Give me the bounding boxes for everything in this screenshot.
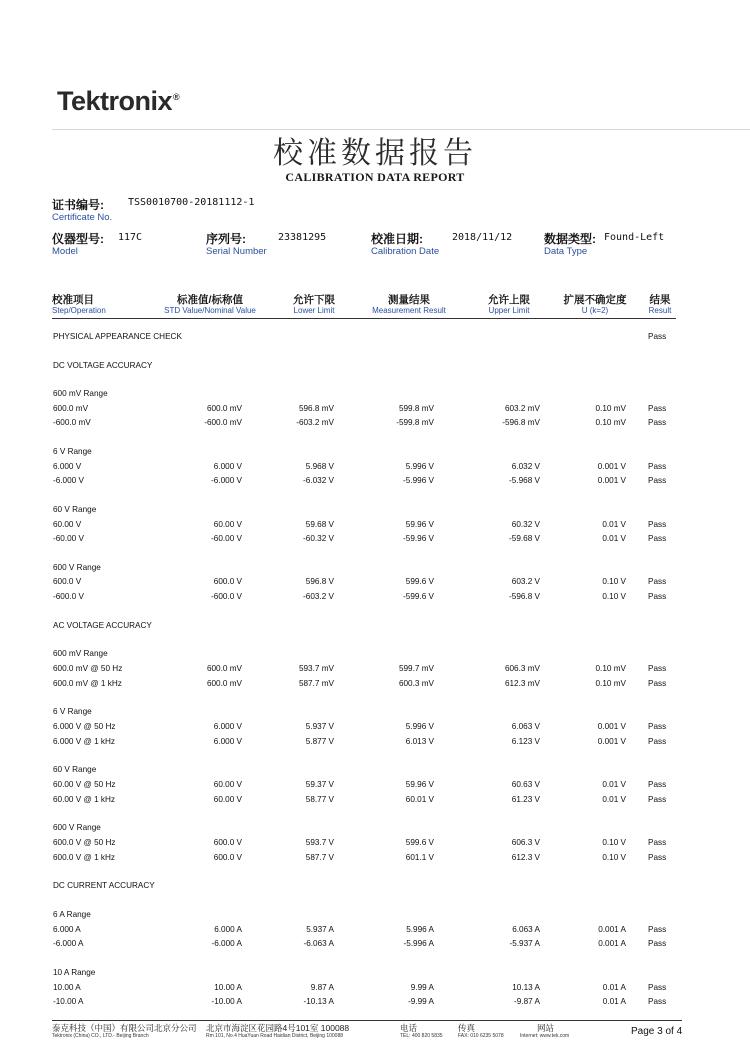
footer-divider	[52, 1020, 682, 1021]
row-9-upper-limit: 60.32 V	[511, 520, 540, 529]
row-6-std-value: 6.000 V	[213, 462, 242, 471]
row-32-std-value: 10.00 A	[214, 983, 242, 992]
row-22-step: 60.00 V @ 50 Hz	[53, 780, 116, 789]
row-26-std-value: 600.0 V	[213, 853, 242, 862]
cal-date-value: 2018/11/12	[452, 232, 513, 243]
row-3-lower-limit: 596.8 mV	[298, 404, 334, 413]
row-16-step: 600.0 mV @ 50 Hz	[53, 664, 123, 673]
model-value: 117C	[118, 232, 143, 243]
col-std-en: STD Value/Nominal Value	[164, 306, 256, 315]
footer-address-en: Rm 101, No.4 HuaYuan Road Haidian District, Beijing 100088	[206, 1033, 344, 1039]
col-uncert-cn: 扩展不确定度	[563, 294, 627, 306]
col-upper-cn: 允许上限	[488, 294, 530, 306]
row-10-result: Pass	[648, 534, 667, 543]
row-7-step: -6.000 V	[53, 476, 84, 485]
tektronix-logo: Tektronix®	[57, 86, 180, 116]
row-4-step: -600.0 mV	[53, 418, 91, 427]
row-3-uncertainty: 0.10 mV	[595, 404, 626, 413]
row-12-std-value: 600.0 V	[213, 577, 242, 586]
data-type-value: Found-Left	[604, 232, 665, 243]
footer-web-value: Internet: www.tek.com	[520, 1033, 570, 1039]
row-32-result: Pass	[648, 983, 667, 992]
row-23-std-value: 60.00 V	[213, 795, 242, 804]
row-19-uncertainty: 0.001 V	[597, 722, 626, 731]
row-33-step: -10.00 A	[53, 997, 84, 1006]
row-25-step: 600.0 V @ 50 Hz	[53, 838, 116, 847]
col-measure-en: Measurement Result	[372, 306, 446, 315]
row-26-result: Pass	[648, 853, 667, 862]
row-22-measurement: 59.96 V	[405, 780, 434, 789]
row-9-std-value: 60.00 V	[213, 520, 242, 529]
row-30-result: Pass	[648, 939, 667, 948]
row-9-uncertainty: 0.01 V	[602, 520, 626, 529]
certificate-number: TSS0010700-20181112-1	[128, 197, 255, 208]
row-9-measurement: 59.96 V	[405, 520, 434, 529]
row-7-upper-limit: -5.968 V	[509, 476, 540, 485]
row-13-upper-limit: -596.8 V	[509, 592, 540, 601]
row-32-uncertainty: 0.01 A	[602, 983, 626, 992]
col-step-cn: 校准项目	[52, 294, 94, 306]
row-30-upper-limit: -5.937 A	[509, 939, 540, 948]
row-33-result: Pass	[648, 997, 667, 1006]
row-7-result: Pass	[648, 476, 667, 485]
row-12-step: 600.0 V	[53, 577, 82, 586]
row-22-result: Pass	[648, 780, 667, 789]
row-13-step: -600.0 V	[53, 592, 84, 601]
model-label-en: Model	[52, 246, 78, 257]
certificate-label-en: Certificate No.	[52, 212, 113, 223]
row-32-step: 10.00 A	[53, 983, 81, 992]
row-19-step: 6.000 V @ 50 Hz	[53, 722, 116, 731]
row-30-step: -6.000 A	[53, 939, 84, 948]
footer-web-label: 网站	[537, 1023, 555, 1033]
row-15-step: 600 mV Range	[53, 649, 108, 658]
row-4-result: Pass	[648, 418, 667, 427]
row-28-step: 6 A Range	[53, 910, 91, 919]
row-32-measurement: 9.99 A	[410, 983, 434, 992]
row-9-step: 60.00 V	[53, 520, 82, 529]
row-32-upper-limit: 10.13 A	[512, 983, 540, 992]
row-23-step: 60.00 V @ 1 kHz	[53, 795, 116, 804]
row-30-measurement: -5.996 A	[403, 939, 434, 948]
row-16-std-value: 600.0 mV	[206, 664, 242, 673]
row-12-lower-limit: 596.8 V	[305, 577, 334, 586]
row-10-step: -60.00 V	[53, 534, 84, 543]
row-3-step: 600.0 mV	[53, 404, 89, 413]
row-7-std-value: -6.000 V	[211, 476, 242, 485]
row-25-uncertainty: 0.10 V	[602, 838, 626, 847]
row-17-std-value: 600.0 mV	[206, 679, 242, 688]
row-29-result: Pass	[648, 925, 667, 934]
row-7-lower-limit: -6.032 V	[303, 476, 334, 485]
serial-label-cn: 序列号:	[206, 232, 246, 246]
row-4-uncertainty: 0.10 mV	[595, 418, 626, 427]
footer-company-cn: 泰克科技（中国）有限公司北京分公司	[52, 1023, 197, 1033]
row-16-result: Pass	[648, 664, 667, 673]
row-3-result: Pass	[648, 404, 667, 413]
row-12-measurement: 599.6 V	[405, 577, 434, 586]
row-12-upper-limit: 603.2 V	[511, 577, 540, 586]
row-30-uncertainty: 0.001 A	[598, 939, 626, 948]
col-std-cn: 标准值/标称值	[177, 294, 243, 306]
row-25-lower-limit: 593.7 V	[305, 838, 334, 847]
footer-fax-value: FAX: 010 6235 5078	[458, 1033, 504, 1039]
row-6-uncertainty: 0.001 V	[597, 462, 626, 471]
row-29-lower-limit: 5.937 A	[306, 925, 334, 934]
row-26-uncertainty: 0.10 V	[602, 853, 626, 862]
row-2-step: 600 mV Range	[53, 389, 108, 398]
row-12-result: Pass	[648, 577, 667, 586]
row-4-std-value: -600.0 mV	[204, 418, 242, 427]
cal-date-label-en: Calibration Date	[371, 246, 440, 257]
report-title-cn: 校准数据报告	[273, 136, 477, 171]
row-17-lower-limit: 587.7 mV	[298, 679, 334, 688]
certificate-label-cn: 证书编号:	[52, 198, 104, 212]
row-25-std-value: 600.0 V	[213, 838, 242, 847]
row-9-result: Pass	[648, 520, 667, 529]
row-26-lower-limit: 587.7 V	[305, 853, 334, 862]
row-5-step: 6 V Range	[53, 447, 92, 456]
row-33-std-value: -10.00 A	[211, 997, 242, 1006]
col-step-en: Step/Operation	[52, 306, 106, 315]
row-10-std-value: -60.00 V	[211, 534, 242, 543]
row-1-step: DC VOLTAGE ACCURACY	[53, 361, 153, 370]
row-29-uncertainty: 0.001 A	[598, 925, 626, 934]
row-0-result: Pass	[648, 332, 667, 341]
row-23-upper-limit: 61.23 V	[511, 795, 540, 804]
col-measure-cn: 测量结果	[388, 294, 430, 306]
report-title-en: CALIBRATION DATA REPORT	[285, 170, 465, 184]
footer-fax-label: 传真	[458, 1023, 476, 1033]
row-4-lower-limit: -603.2 mV	[296, 418, 334, 427]
row-10-uncertainty: 0.01 V	[602, 534, 626, 543]
row-6-upper-limit: 6.032 V	[511, 462, 540, 471]
row-26-upper-limit: 612.3 V	[511, 853, 540, 862]
row-29-std-value: 6.000 A	[214, 925, 242, 934]
footer-company-en: Tektronix (China) CO., LTD.- Beijing Branch	[52, 1033, 149, 1039]
row-8-step: 60 V Range	[53, 505, 97, 514]
page-number: Page 3 of 4	[631, 1026, 683, 1037]
row-21-step: 60 V Range	[53, 765, 97, 774]
row-25-upper-limit: 606.3 V	[511, 838, 540, 847]
row-20-measurement: 6.013 V	[405, 737, 434, 746]
row-10-upper-limit: -59.68 V	[509, 534, 540, 543]
row-23-result: Pass	[648, 795, 667, 804]
footer-phone-value: TEL: 400 820 5835	[400, 1033, 443, 1039]
row-33-uncertainty: 0.01 A	[602, 997, 626, 1006]
cal-date-label-cn: 校准日期:	[371, 232, 423, 246]
row-13-result: Pass	[648, 592, 667, 601]
row-25-measurement: 599.6 V	[405, 838, 434, 847]
row-4-upper-limit: -596.8 mV	[502, 418, 540, 427]
row-16-upper-limit: 606.3 mV	[504, 664, 540, 673]
row-6-measurement: 5.996 V	[405, 462, 434, 471]
row-22-std-value: 60.00 V	[213, 780, 242, 789]
row-23-measurement: 60.01 V	[405, 795, 434, 804]
row-4-measurement: -599.8 mV	[396, 418, 434, 427]
data-type-label-cn: 数据类型:	[544, 232, 596, 246]
serial-value: 23381295	[278, 232, 327, 243]
row-6-step: 6.000 V	[53, 462, 82, 471]
row-11-step: 600 V Range	[53, 563, 101, 572]
row-27-step: DC CURRENT ACCURACY	[53, 881, 155, 890]
row-30-std-value: -6.000 A	[211, 939, 242, 948]
row-20-result: Pass	[648, 737, 667, 746]
row-19-result: Pass	[648, 722, 667, 731]
row-3-measurement: 599.8 mV	[398, 404, 434, 413]
row-29-step: 6.000 A	[53, 925, 81, 934]
row-26-step: 600.0 V @ 1 kHz	[53, 853, 116, 862]
footer-address-cn: 北京市海淀区花园路4号101室 100088	[206, 1023, 350, 1033]
row-33-measurement: -9.99 A	[408, 997, 434, 1006]
row-19-std-value: 6.000 V	[213, 722, 242, 731]
row-17-result: Pass	[648, 679, 667, 688]
row-22-lower-limit: 59.37 V	[305, 780, 334, 789]
col-result-en: Result	[648, 306, 672, 315]
row-17-step: 600.0 mV @ 1 kHz	[53, 679, 122, 688]
row-20-upper-limit: 6.123 V	[511, 737, 540, 746]
model-label-cn: 仪器型号:	[52, 232, 104, 246]
row-20-std-value: 6.000 V	[213, 737, 242, 746]
row-10-lower-limit: -60.32 V	[303, 534, 334, 543]
row-10-measurement: -59.96 V	[403, 534, 434, 543]
row-13-lower-limit: -603.2 V	[303, 592, 334, 601]
row-24-step: 600 V Range	[53, 823, 101, 832]
row-30-lower-limit: -6.063 A	[303, 939, 334, 948]
col-upper-en: Upper Limit	[488, 306, 530, 315]
data-type-label-en: Data Type	[544, 246, 588, 257]
row-25-result: Pass	[648, 838, 667, 847]
col-uncert-en: U (k=2)	[581, 306, 609, 315]
row-22-uncertainty: 0.01 V	[602, 780, 626, 789]
row-33-lower-limit: -10.13 A	[303, 997, 334, 1006]
row-7-measurement: -5.996 V	[403, 476, 434, 485]
row-13-uncertainty: 0.10 V	[602, 592, 626, 601]
row-9-lower-limit: 59.68 V	[305, 520, 334, 529]
row-29-upper-limit: 6.063 A	[512, 925, 540, 934]
row-20-step: 6.000 V @ 1 kHz	[53, 737, 116, 746]
row-29-measurement: 5.996 A	[406, 925, 434, 934]
row-18-step: 6 V Range	[53, 707, 92, 716]
row-17-measurement: 600.3 mV	[398, 679, 434, 688]
row-26-measurement: 601.1 V	[405, 853, 434, 862]
row-16-measurement: 599.7 mV	[398, 664, 434, 673]
row-20-lower-limit: 5.877 V	[305, 737, 334, 746]
serial-label-en: Serial Number	[206, 246, 267, 257]
row-16-uncertainty: 0.10 mV	[595, 664, 626, 673]
row-17-upper-limit: 612.3 mV	[504, 679, 540, 688]
col-lower-cn: 允许下限	[293, 294, 335, 306]
row-13-measurement: -599.6 V	[403, 592, 434, 601]
row-16-lower-limit: 593.7 mV	[298, 664, 334, 673]
row-17-uncertainty: 0.10 mV	[595, 679, 626, 688]
row-12-uncertainty: 0.10 V	[602, 577, 626, 586]
footer-phone-label: 电话	[400, 1023, 418, 1033]
row-3-std-value: 600.0 mV	[206, 404, 242, 413]
col-lower-en: Lower Limit	[293, 306, 335, 315]
row-23-lower-limit: 58.77 V	[305, 795, 334, 804]
row-32-lower-limit: 9.87 A	[310, 983, 334, 992]
row-7-uncertainty: 0.001 V	[597, 476, 626, 485]
col-result-cn: 结果	[649, 294, 671, 306]
row-14-step: AC VOLTAGE ACCURACY	[53, 621, 152, 630]
row-6-lower-limit: 5.968 V	[305, 462, 334, 471]
row-19-lower-limit: 5.937 V	[305, 722, 334, 731]
row-22-upper-limit: 60.63 V	[511, 780, 540, 789]
row-23-uncertainty: 0.01 V	[602, 795, 626, 804]
row-33-upper-limit: -9.87 A	[514, 997, 540, 1006]
row-19-measurement: 5.996 V	[405, 722, 434, 731]
row-20-uncertainty: 0.001 V	[597, 737, 626, 746]
row-0-step: PHYSICAL APPEARANCE CHECK	[53, 332, 182, 341]
row-13-std-value: -600.0 V	[211, 592, 242, 601]
row-6-result: Pass	[648, 462, 667, 471]
row-31-step: 10 A Range	[53, 968, 96, 977]
row-3-upper-limit: 603.2 mV	[504, 404, 540, 413]
row-19-upper-limit: 6.063 V	[511, 722, 540, 731]
